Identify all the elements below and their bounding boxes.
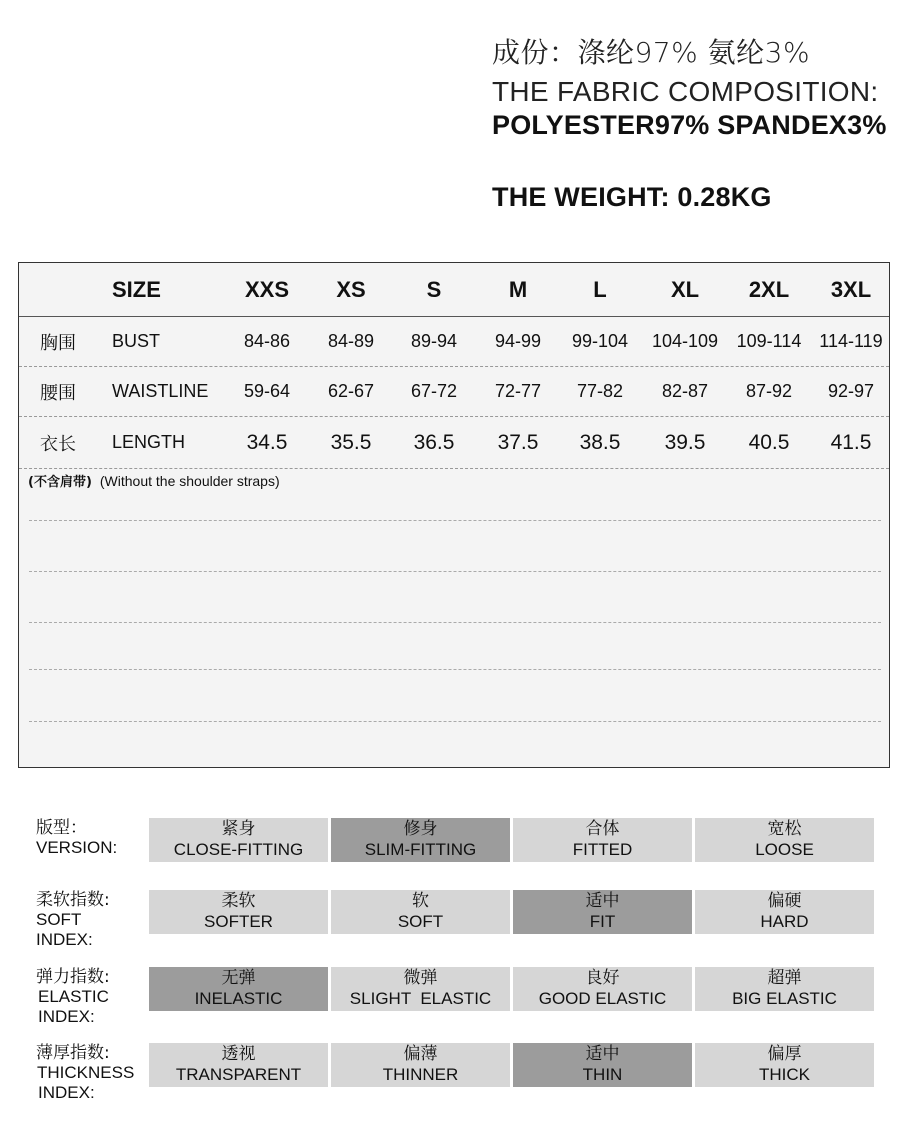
size-header-cell: M <box>508 276 528 302</box>
row-label-cn: 胸围 <box>40 332 76 354</box>
option-label-cn: 宽松 <box>767 819 802 839</box>
length-note-en: (Without the shoulder straps) <box>99 473 280 489</box>
table-cell: 38.5 <box>579 430 621 454</box>
option-label-cn: 修身 <box>403 819 438 839</box>
length-note <box>28 471 280 490</box>
index-label-en-2: INDEX: <box>38 1007 95 1026</box>
option-thin <box>513 1043 692 1087</box>
option-label-en: CLOSE-FITTING <box>173 840 304 859</box>
table-cell: 84-86 <box>243 331 291 351</box>
option-label-en: TRANSPARENT <box>175 1065 302 1084</box>
table-cell: 94-99 <box>494 331 542 351</box>
length-note-cn: (不含肩带) <box>28 475 92 490</box>
row-label-cn: 腰围 <box>40 382 76 404</box>
option-hard <box>695 890 874 934</box>
option-label-en: THIN <box>582 1065 623 1084</box>
option-label-cn: 超弹 <box>767 968 802 988</box>
option-fitted <box>513 818 692 862</box>
index-label <box>36 818 117 858</box>
table-cell: 59-64 <box>243 381 291 401</box>
index-label-en: SOFT <box>36 910 82 929</box>
option-slight-elastic <box>331 967 510 1011</box>
size-header-cell: XS <box>336 276 366 302</box>
size-chart-table <box>18 262 890 768</box>
option-label-en: HARD <box>760 912 809 931</box>
option-label-en: GOOD ELASTIC <box>538 989 667 1008</box>
table-cell: 92-97 <box>827 381 875 401</box>
option-loose <box>695 818 874 862</box>
option-label-en: FIT <box>589 912 616 931</box>
option-label-en: BIG ELASTIC <box>732 989 837 1008</box>
option-label-cn: 偏硬 <box>767 891 802 911</box>
table-cell: 82-87 <box>661 381 709 401</box>
option-label-en: SLIGHT ELASTIC <box>349 989 492 1008</box>
table-cell: 72-77 <box>494 381 542 401</box>
option-slim-fitting <box>331 818 510 862</box>
table-cell: 40.5 <box>748 430 790 454</box>
option-big-elastic <box>695 967 874 1011</box>
table-cell: 99-104 <box>571 331 629 351</box>
index-label <box>36 890 110 950</box>
option-label-cn: 柔软 <box>221 891 256 911</box>
option-label-en: THINNER <box>382 1065 459 1084</box>
size-header-cell: L <box>593 276 607 302</box>
table-cell: 62-67 <box>327 381 375 401</box>
table-cell: 37.5 <box>497 430 539 454</box>
table-cell: 67-72 <box>410 381 458 401</box>
option-thinner <box>331 1043 510 1087</box>
row-label-en: LENGTH <box>112 432 186 452</box>
row-label-en: BUST <box>112 331 161 351</box>
table-cell: 77-82 <box>576 381 624 401</box>
option-label-cn: 微弹 <box>403 968 438 988</box>
index-label-cn: 柔软指数: <box>36 890 110 910</box>
size-header-cell: XXS <box>244 276 290 302</box>
composition-en-label: THE FABRIC COMPOSITION: <box>492 76 879 107</box>
table-cell: 109-114 <box>736 331 802 351</box>
option-transparent <box>149 1043 328 1087</box>
option-label-cn: 紧身 <box>221 819 256 839</box>
index-label <box>36 1043 134 1103</box>
table-cell: 41.5 <box>830 430 872 454</box>
option-label-cn: 适中 <box>585 1044 620 1064</box>
table-row-length <box>19 417 889 469</box>
table-cell: 87-92 <box>745 381 793 401</box>
option-label-cn: 无弹 <box>221 968 256 988</box>
composition-cn: 成份：涤纶97% 氨纶3% <box>492 36 811 69</box>
index-label-cn: 弹力指数: <box>36 967 110 987</box>
size-header-cell: 2XL <box>748 276 790 302</box>
option-label-en: SOFTER <box>204 912 273 931</box>
index-label-cn: 薄厚指数: <box>36 1043 110 1063</box>
option-inelastic <box>149 967 328 1011</box>
table-cell: 104-109 <box>651 331 719 351</box>
row-label-cn: 衣长 <box>40 433 76 455</box>
divider <box>29 622 881 623</box>
divider <box>29 571 881 572</box>
table-cell: 34.5 <box>246 430 288 454</box>
option-label-cn: 透视 <box>221 1044 256 1064</box>
index-label-en-2: INDEX: <box>38 1083 95 1102</box>
option-close-fitting <box>149 818 328 862</box>
divider <box>29 520 881 521</box>
option-fit <box>513 890 692 934</box>
option-label-cn: 偏厚 <box>767 1044 802 1064</box>
option-label-cn: 良好 <box>585 968 620 988</box>
option-softer <box>149 890 328 934</box>
option-label-en: INELASTIC <box>194 989 283 1008</box>
index-label <box>36 967 110 1027</box>
table-cell: 35.5 <box>330 430 372 454</box>
size-header-label: SIZE <box>112 276 161 302</box>
table-cell: 39.5 <box>664 430 706 454</box>
weight-label: THE WEIGHT: 0.28KG <box>492 182 772 212</box>
size-header-cell: S <box>426 276 442 302</box>
index-label-cn: 版型： <box>36 818 87 838</box>
table-cell: 36.5 <box>413 430 455 454</box>
option-label-en: LOOSE <box>755 840 814 859</box>
divider <box>29 669 881 670</box>
table-cell: 114-119 <box>819 331 883 351</box>
option-label-cn: 合体 <box>585 819 620 839</box>
option-thick <box>695 1043 874 1087</box>
composition-en-value: POLYESTER97% SPANDEX3% <box>492 110 887 140</box>
table-row-waistline <box>19 367 889 417</box>
option-good-elastic <box>513 967 692 1011</box>
option-label-en: SOFT <box>397 912 444 931</box>
index-label-en-2: INDEX: <box>36 930 93 949</box>
option-label-cn: 适中 <box>585 891 620 911</box>
option-label-cn: 软 <box>412 891 429 911</box>
index-label-en: ELASTIC <box>38 987 109 1006</box>
table-cell: 89-94 <box>410 331 458 351</box>
index-label-en: VERSION: <box>36 838 118 857</box>
table-cell: 84-89 <box>327 331 375 351</box>
fabric-info <box>492 36 912 214</box>
row-label-en: WAISTLINE <box>112 381 209 401</box>
option-label-en: SLIM-FITTING <box>364 840 477 859</box>
table-row-bust <box>19 317 889 367</box>
option-label-en: FITTED <box>572 840 633 859</box>
size-header-cell: XL <box>670 276 700 302</box>
index-label-en: THICKNESS <box>37 1063 135 1082</box>
divider <box>29 721 881 722</box>
size-header-row <box>19 263 889 317</box>
size-header-cell: 3XL <box>830 276 872 302</box>
option-label-en: THICK <box>759 1065 810 1084</box>
option-soft <box>331 890 510 934</box>
option-label-cn: 偏薄 <box>403 1044 438 1064</box>
